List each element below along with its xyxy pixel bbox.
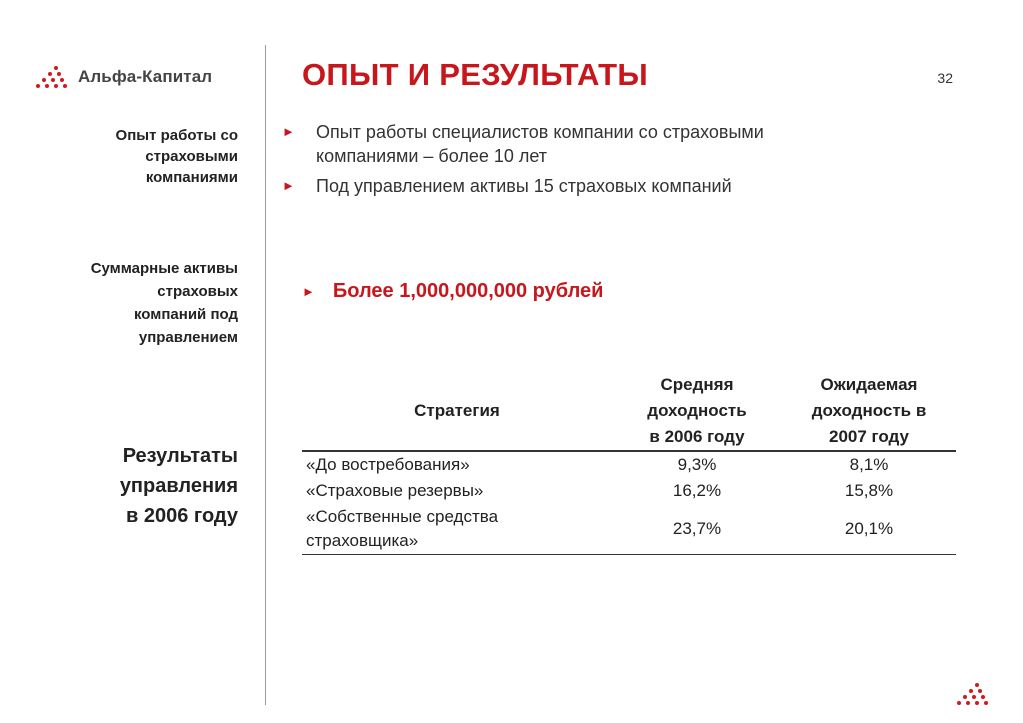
sidebar-section-experience xyxy=(38,125,238,188)
arrow-bullet-icon: ► xyxy=(282,124,295,139)
avg-return-value: 23,7% xyxy=(672,519,722,538)
corner-dot-triangle-icon xyxy=(957,679,997,709)
sidebar-line: страховых xyxy=(157,283,238,300)
table-header-row xyxy=(302,370,956,451)
arrow-bullet-icon: ► xyxy=(302,284,315,299)
highlight-text: Более 1,000,000,000 рублей xyxy=(332,280,604,302)
results-table xyxy=(302,370,956,555)
table-row xyxy=(302,451,956,478)
company-logo xyxy=(32,62,212,92)
strategy-name: «Страховые резервы» xyxy=(306,481,484,500)
sidebar-line: Суммарные активы xyxy=(90,260,238,277)
assets-highlight xyxy=(302,280,603,303)
sidebar-line: управлением xyxy=(138,329,238,346)
expected-return-value: 8,1% xyxy=(849,455,889,474)
arrow-bullet-icon: ► xyxy=(282,178,295,193)
bullet-item xyxy=(282,120,922,168)
sidebar-section-assets xyxy=(18,257,238,349)
page-title: ОПЫТ И РЕЗУЛЬТАТЫ xyxy=(302,57,648,92)
bullet-item xyxy=(282,174,922,198)
sidebar-line: управления xyxy=(119,475,238,497)
dot-triangle-logo-icon xyxy=(32,62,72,92)
header-expected-return-2007: Ожидаемая доходность в 2007 году xyxy=(811,375,927,446)
page-number: 32 xyxy=(937,70,953,86)
sidebar-line: компаниями xyxy=(145,169,238,186)
expected-return-value: 20,1% xyxy=(844,519,894,538)
vertical-divider xyxy=(265,45,266,705)
expected-return-value: 15,8% xyxy=(844,481,894,500)
sidebar-section-results xyxy=(38,441,238,531)
table-row xyxy=(302,478,956,504)
sidebar-line: Результаты xyxy=(122,445,238,467)
bullet-list xyxy=(282,120,922,204)
bullet-text: Опыт работы специалистов компании со страховыми xyxy=(316,122,764,142)
bullet-text: компаниями – более 10 лет xyxy=(316,146,548,166)
logo-text: Альфа-Капитал xyxy=(78,67,213,86)
header-avg-return-2006: Средняя доходность в 2006 году xyxy=(647,375,747,446)
table-row xyxy=(302,504,956,555)
sidebar-line: в 2006 году xyxy=(126,505,238,527)
header-strategy: Стратегия xyxy=(414,401,500,420)
avg-return-value: 16,2% xyxy=(672,481,722,500)
sidebar-line: Опыт работы со xyxy=(115,127,238,144)
strategy-name: «До востребования» xyxy=(306,455,470,474)
strategy-name: «Собственные средства страховщика» xyxy=(306,507,499,550)
bullet-text: Под управлением активы 15 страховых компаний xyxy=(316,176,732,196)
sidebar-line: компаний под xyxy=(134,306,238,323)
sidebar-line: страховыми xyxy=(145,148,238,165)
avg-return-value: 9,3% xyxy=(677,455,717,474)
